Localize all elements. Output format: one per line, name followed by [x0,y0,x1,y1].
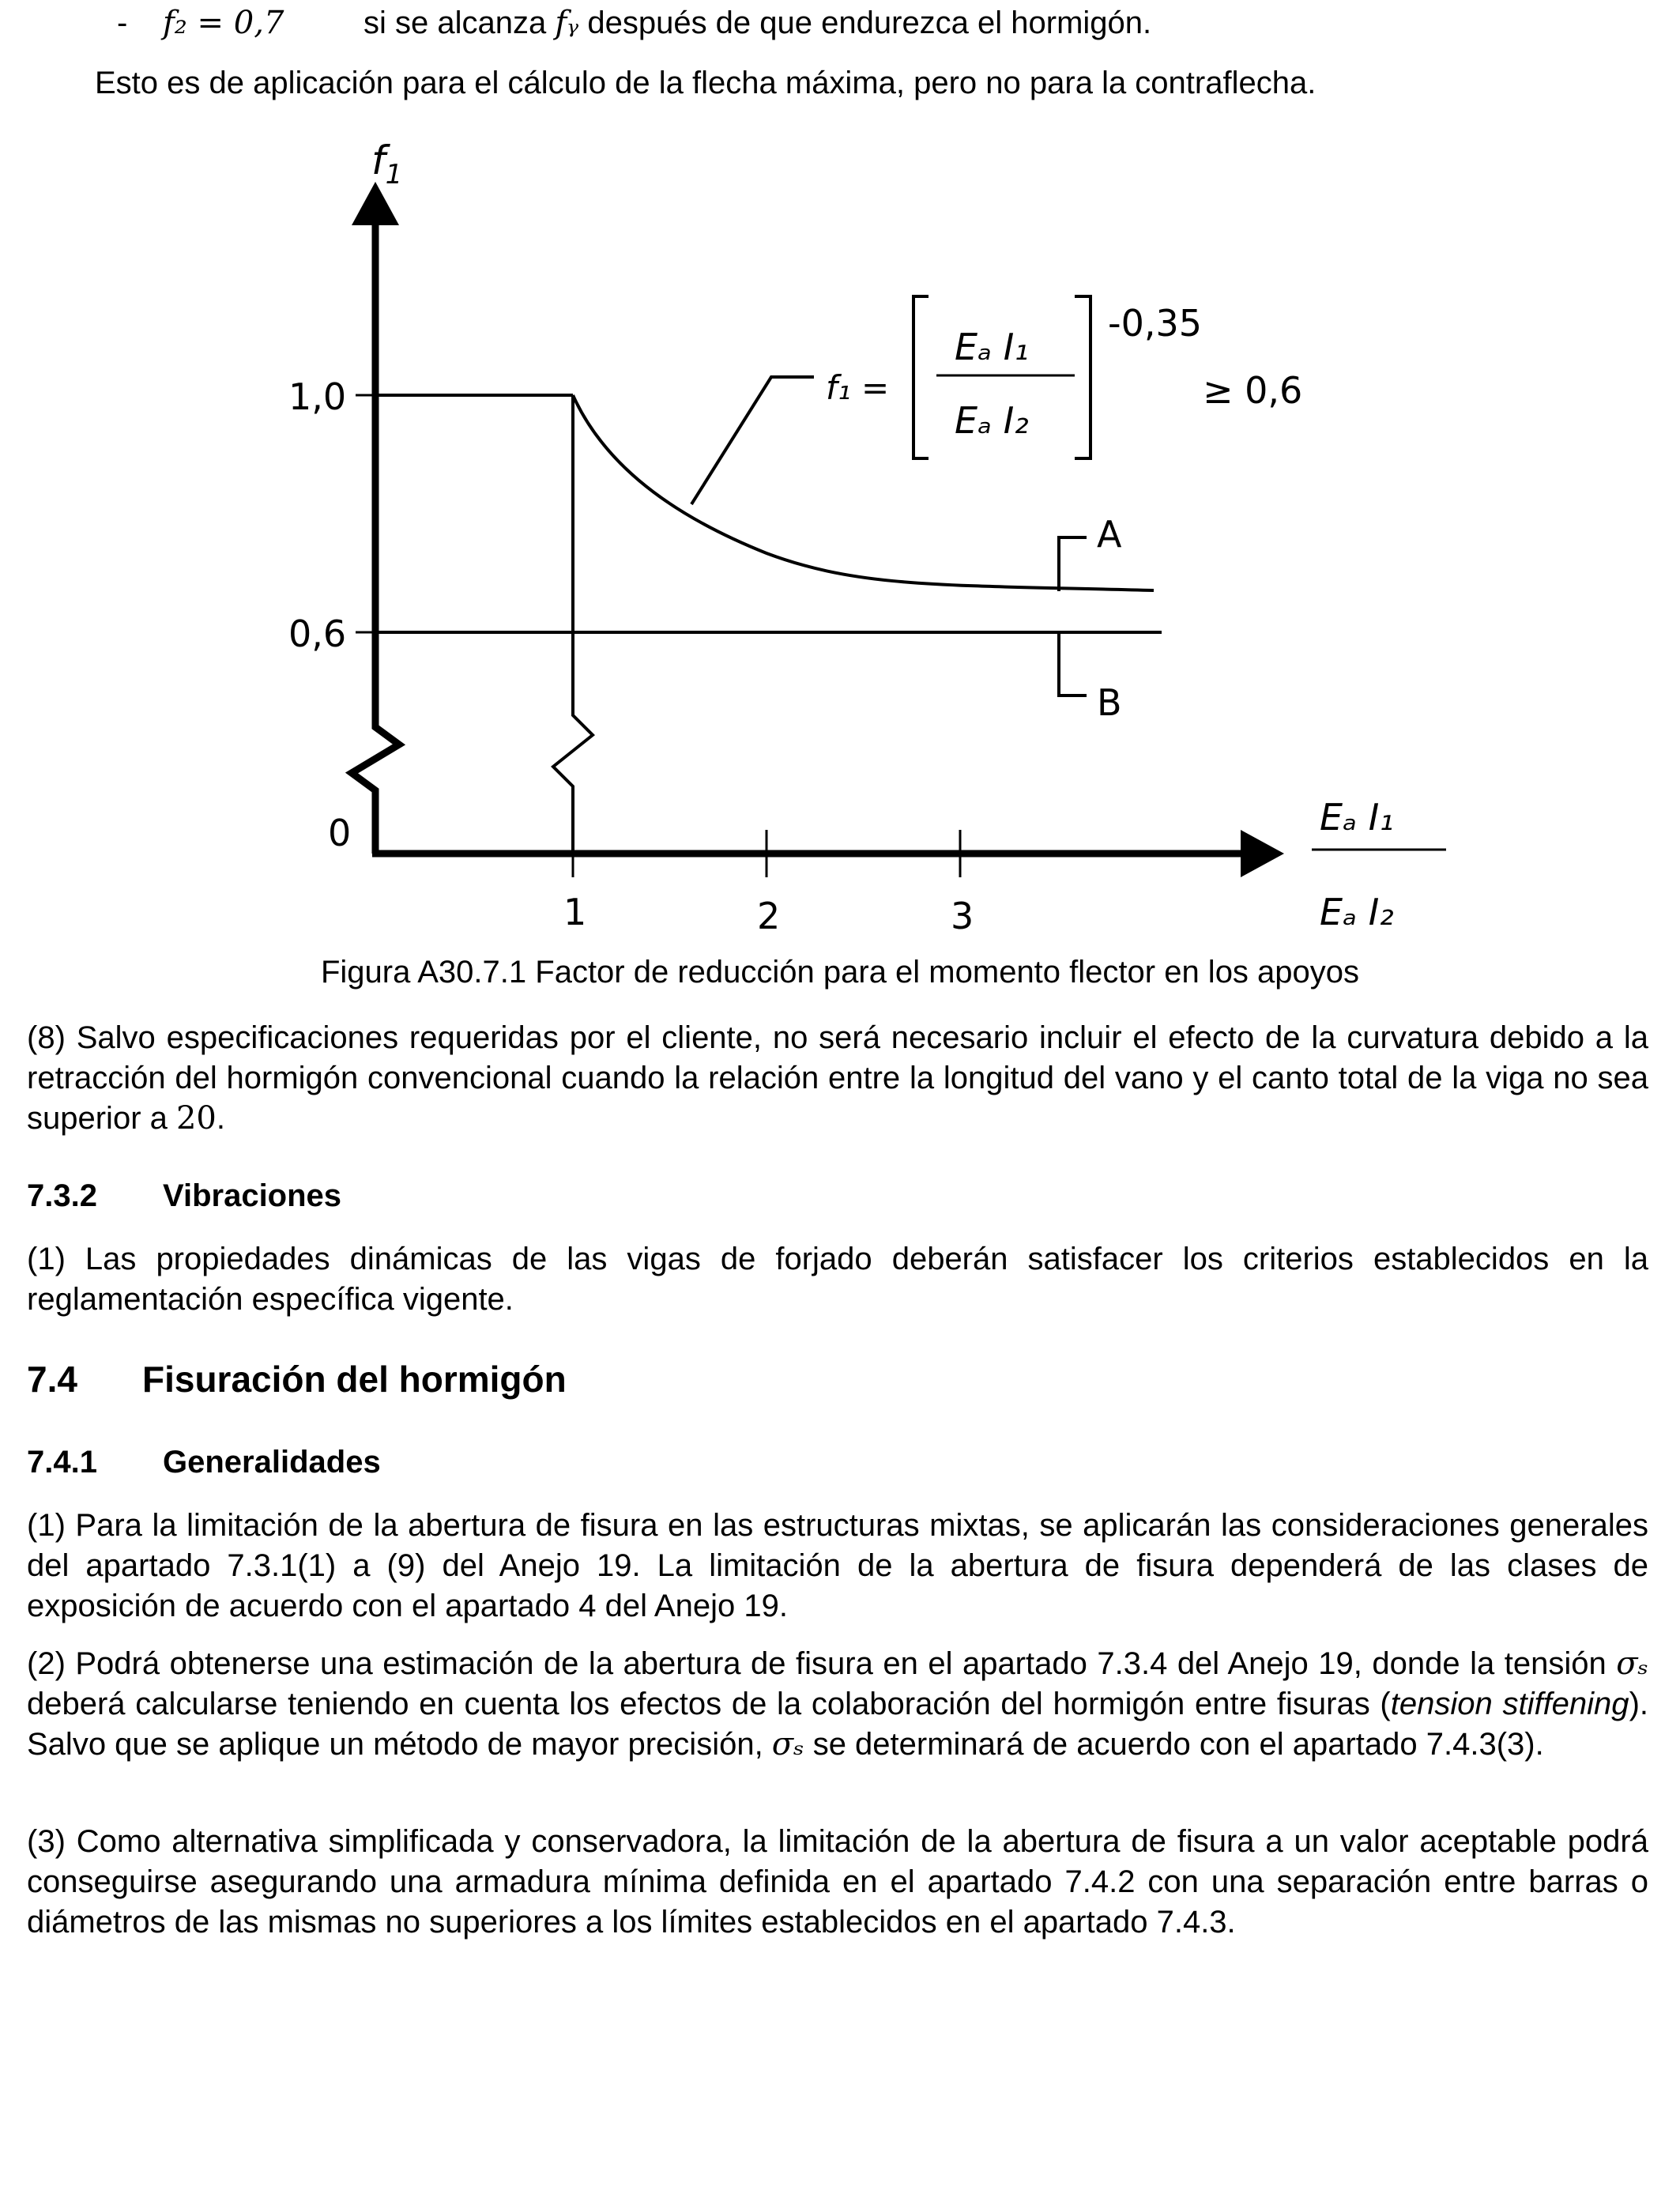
figure-a30-7-1 [213,134,1462,948]
formula-right-bracket [1075,296,1090,458]
figure-caption: Figura A30.7.1 Factor de reducción para el momento flector en los apoyos [320,955,1360,990]
f2-formula: f₂ = 0,7 [163,5,284,41]
bracket-a [1059,537,1087,591]
paragraph-7-4-1-2-b: deberá calcularse teniendo en cuenta los efectos de la colaboración del hormigón entre fisuras ( [27,1687,1391,1721]
formula-ge-label: ≥ 0,6 [1203,369,1303,412]
bracket-b [1059,632,1087,696]
formula-left-bracket [913,296,929,458]
heading-7-4-number: 7.4 [27,1359,77,1400]
list-dash: - [117,6,128,40]
x1-vertical-line [553,395,593,854]
y-tick-label-0-6: 0,6 [288,613,347,655]
heading-7-3-2-number: 7.3.2 [27,1178,97,1213]
curve-label-b: B [1097,681,1122,724]
paragraph-8-value: 20 [175,1100,217,1137]
heading-7-4-1-title: Generalidades [163,1445,381,1480]
formula-lhs: f₁ = [826,368,890,407]
paragraph-8 [27,1018,1648,1139]
list-item-text [363,3,1151,43]
paragraph-7-4-1-2-a: (2) Podrá obtenerse una estimación de la abertura de fisura en el apartado 7.3.4 del Anejo 19, donde la tensión [27,1646,1617,1681]
curve-label-a: A [1097,513,1122,556]
x-tick-label-1: 1 [563,891,587,933]
y-tick-label-0: 0 [328,812,352,854]
list-text-after: después de que endurezca el hormigón. [578,6,1152,40]
heading-7-4-1-number: 7.4.1 [27,1445,97,1480]
x-axis-label-denominator: Eₐ I₂ [1320,891,1394,933]
heading-7-4-title: Fisuración del hormigón [142,1359,567,1400]
paragraph-7-4-1-2-c: ). Salvo que se aplique un método de mayor precisión, [27,1687,1648,1762]
paragraph-7-3-2-1: (1) Las propiedades dinámicas de las vigas de forjado deberán satisfacer los criterios establecidos en la reglamentación específica vigente. [27,1242,1648,1317]
reduction-factor-diagram [213,134,1462,948]
paragraph-8-end: . [216,1101,226,1136]
list-text-before: si se alcanza [363,6,556,40]
formula-leader-line [691,377,814,504]
paragraph-7-4-1-3: (3) Como alternativa simplificada y conservadora, la limitación de la abertura de fisura a un valor aceptable podrá conseguirse asegurando una armadura mínima definida en el apartado 7.4.2 con una separación entre barras o diámetros de las mismas no superiores a los límites establecidos en el apartado 7.4.3. [27,1824,1648,1940]
x-tick-label-3: 3 [951,895,974,937]
paragraph-7-4-1-2-d: se determinará de acuerdo con el apartado 7.4.3(3). [804,1727,1544,1762]
curve-a-line [573,395,1154,590]
y-axis-label: $f_1$ [371,138,403,190]
paragraph-7-4-1-1: (1) Para la limitación de la abertura de fisura en las estructuras mixtas, se aplicarán las consideraciones generales del apartado 7.3.1(1) a (9) del Anejo 19. La limitación de la abertura de fisura dependerá de las clases de exposición de acuerdo con el apartado 4 del Anejo 19. [27,1508,1648,1623]
application-note: Esto es de aplicación para el cálculo de la flecha máxima, pero no para la contraflecha. [95,66,1317,100]
sigma-s-symbol: σₛ [1616,1646,1648,1682]
paragraph-7-4-1-2 [27,1644,1648,1765]
y-tick-label-1-0: 1,0 [288,375,347,418]
formula-numerator: Eₐ I₁ [955,326,1029,368]
sigma-s-symbol-2: σₛ [771,1726,804,1762]
x-axis-label-numerator: Eₐ I₁ [1320,796,1394,839]
paragraph-8-text: (8) Salvo especificaciones requeridas por el cliente, no será necesario incluir el efecto de la curvatura debido a la retracción del hormigón convencional cuando la relación entre la longitud del vano y el canto total de la viga no sea superior a [27,1020,1648,1136]
formula-denominator: Eₐ I₂ [955,399,1029,442]
y-axis-break [352,719,399,854]
tension-stiffening-term: tension stiffening [1390,1687,1629,1721]
heading-7-3-2-title: Vibraciones [163,1178,342,1213]
x-tick-label-2: 2 [757,895,781,937]
formula-exponent: -0,35 [1108,302,1203,345]
x-axis-arrow [1241,830,1284,877]
fy-symbol: fᵧ [555,5,579,41]
